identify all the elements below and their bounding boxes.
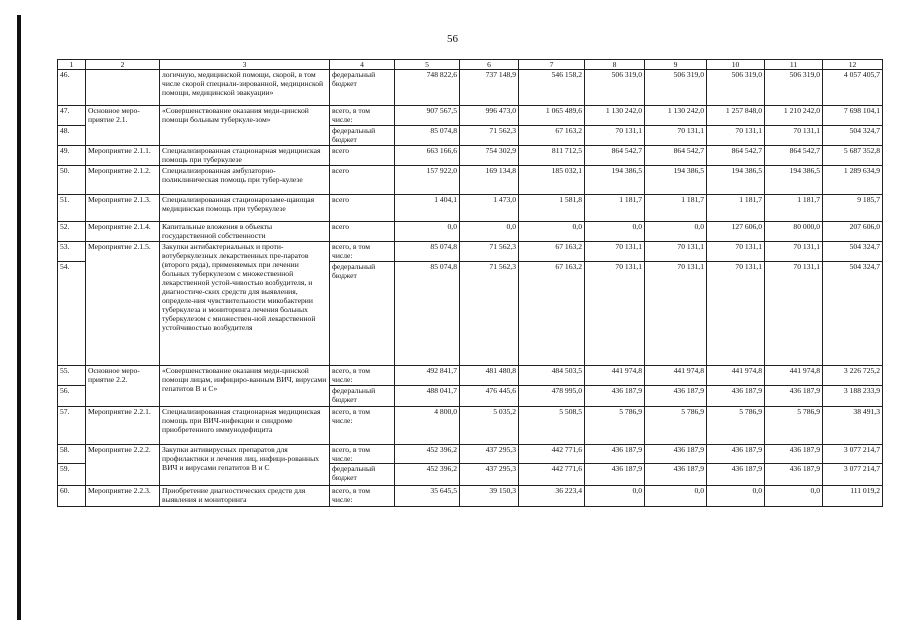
activity-description: Закупки антивирусных препаратов для профилактики и лечения лиц, инфици-рованных ВИЧ и вирусами гепатитов В и С [160, 445, 330, 486]
row-number: 53. [58, 242, 86, 262]
value-cell: 3 077 214,7 [823, 445, 883, 464]
activity-description: Специализированная амбулаторно-поликлиническая помощь при тубер-кулезе [160, 166, 330, 195]
value-cell: 506 319,0 [585, 70, 645, 106]
col-header: 3 [160, 60, 330, 70]
activity-description: логичную, медицинской помощи, скорой, в том числе скорой специали-зированной, медицинской помощи, медицинской эвакуации» [160, 70, 330, 106]
row-number: 48. [58, 126, 86, 146]
col-header: 7 [519, 60, 585, 70]
value-cell: 70 131,1 [765, 126, 823, 146]
value-cell: 71 562,3 [460, 126, 519, 146]
value-cell: 5 508,5 [519, 407, 585, 445]
value-cell: 506 319,0 [707, 70, 765, 106]
value-cell: 437 295,3 [460, 445, 519, 464]
value-cell: 1 473,0 [460, 195, 519, 222]
value-cell: 0,0 [519, 222, 585, 242]
value-cell: 70 131,1 [707, 262, 765, 366]
row-number: 50. [58, 166, 86, 195]
activity-name: Основное меро-приятие 2.2. [86, 366, 160, 407]
value-cell: 0,0 [585, 222, 645, 242]
value-cell: 488 041,7 [395, 386, 460, 407]
funding-source: всего [330, 195, 395, 222]
activity-name: Мероприятие 2.1.5. [86, 242, 160, 366]
funding-source: федеральный бюджет [330, 70, 395, 106]
value-cell: 70 131,1 [645, 262, 707, 366]
value-cell: 71 562,3 [460, 262, 519, 366]
value-cell: 1 257 848,0 [707, 106, 765, 126]
col-header: 1 [58, 60, 86, 70]
page-number: 56 [447, 33, 458, 45]
col-header: 5 [395, 60, 460, 70]
value-cell: 436 187,9 [585, 445, 645, 464]
activity-description: Приобретение диагностических средств для выявления и мониторинга [160, 486, 330, 507]
funding-source: федеральный бюджет [330, 386, 395, 407]
value-cell: 185 032,1 [519, 166, 585, 195]
funding-source: федеральный бюджет [330, 126, 395, 146]
value-cell: 996 473,0 [460, 106, 519, 126]
value-cell: 436 187,9 [707, 445, 765, 464]
table-row [58, 146, 883, 166]
value-cell: 70 131,1 [765, 242, 823, 262]
value-cell: 1 181,7 [707, 195, 765, 222]
value-cell: 907 567,5 [395, 106, 460, 126]
activity-name: Мероприятие 2.2.2. [86, 445, 160, 486]
value-cell: 506 319,0 [765, 70, 823, 106]
value-cell: 442 771,6 [519, 464, 585, 486]
value-cell: 436 187,9 [765, 445, 823, 464]
value-cell: 0,0 [645, 222, 707, 242]
col-header: 2 [86, 60, 160, 70]
value-cell: 1 130 242,0 [585, 106, 645, 126]
value-cell: 70 131,1 [707, 242, 765, 262]
row-number: 55. [58, 366, 86, 386]
value-cell: 1 404,1 [395, 195, 460, 222]
table-row [58, 242, 883, 262]
activity-description: Специализированная стационарозаме-щающая медицинская помощь при туберкулезе [160, 195, 330, 222]
value-cell: 1 289 634,9 [823, 166, 883, 195]
col-header: 11 [765, 60, 823, 70]
col-header: 4 [330, 60, 395, 70]
col-header: 6 [460, 60, 519, 70]
activity-description: Специализированная стационарная медицинская помощь при туберкулезе [160, 146, 330, 166]
value-cell: 864 542,7 [707, 146, 765, 166]
table-row [58, 195, 883, 222]
value-cell: 9 185,7 [823, 195, 883, 222]
value-cell: 436 187,9 [765, 386, 823, 407]
value-cell: 436 187,9 [645, 386, 707, 407]
funding-source: всего [330, 166, 395, 195]
value-cell: 70 131,1 [585, 126, 645, 146]
funding-source: всего [330, 222, 395, 242]
value-cell: 5 786,9 [707, 407, 765, 445]
activity-description: Закупки антибактериальных и проти-вотуберкулезных лекарственных пре-паратов (второго ряда), применяемых при лечении больных туберкулезом с множественной лекарственной устой-чивостью возбудителя, и диагностиче-ских средств для выявления, определе-ния чувствительности микобактерии туберкулеза и мониторинга лечения больных туберкулезом с множествен-ной лекарственной устойчивостью возбудителя [160, 242, 330, 366]
value-cell: 441 974,8 [707, 366, 765, 386]
value-cell: 442 771,6 [519, 445, 585, 464]
col-header: 9 [645, 60, 707, 70]
table-row [58, 222, 883, 242]
table-row [58, 486, 883, 507]
value-cell: 0,0 [645, 486, 707, 507]
value-cell: 492 841,7 [395, 366, 460, 386]
funding-source: всего, в том числе: [330, 445, 395, 464]
value-cell: 169 134,8 [460, 166, 519, 195]
value-cell: 436 187,9 [585, 464, 645, 486]
col-header: 10 [707, 60, 765, 70]
value-cell: 436 187,9 [707, 464, 765, 486]
value-cell: 3 226 725,2 [823, 366, 883, 386]
col-header: 8 [585, 60, 645, 70]
row-number: 46. [58, 70, 86, 106]
activity-name: Мероприятие 2.1.4. [86, 222, 160, 242]
value-cell: 80 000,0 [765, 222, 823, 242]
value-cell: 5 786,9 [585, 407, 645, 445]
value-cell: 70 131,1 [585, 242, 645, 262]
funding-source: федеральный бюджет [330, 262, 395, 366]
value-cell: 1 130 242,0 [645, 106, 707, 126]
value-cell: 478 995,0 [519, 386, 585, 407]
row-number: 56. [58, 386, 86, 407]
row-number: 47. [58, 106, 86, 126]
table-row [58, 166, 883, 195]
value-cell: 194 386,5 [765, 166, 823, 195]
activity-name: Мероприятие 2.1.2. [86, 166, 160, 195]
value-cell: 484 503,5 [519, 366, 585, 386]
value-cell: 70 131,1 [585, 262, 645, 366]
value-cell: 504 324,7 [823, 126, 883, 146]
value-cell: 748 822,6 [395, 70, 460, 106]
value-cell: 441 974,8 [645, 366, 707, 386]
activity-name: Основное меро-приятие 2.1. [86, 106, 160, 146]
funding-source: всего [330, 146, 395, 166]
value-cell: 39 150,3 [460, 486, 519, 507]
funding-source: всего, в том числе: [330, 407, 395, 445]
value-cell: 157 922,0 [395, 166, 460, 195]
value-cell: 504 324,7 [823, 262, 883, 366]
activity-name: Мероприятие 2.1.3. [86, 195, 160, 222]
value-cell: 1 181,7 [765, 195, 823, 222]
value-cell: 437 295,3 [460, 464, 519, 486]
value-cell: 85 074,8 [395, 262, 460, 366]
row-number: 52. [58, 222, 86, 242]
value-cell: 0,0 [460, 222, 519, 242]
value-cell: 0,0 [585, 486, 645, 507]
value-cell: 481 480,8 [460, 366, 519, 386]
value-cell: 441 974,8 [765, 366, 823, 386]
value-cell: 207 606,0 [823, 222, 883, 242]
value-cell: 864 542,7 [645, 146, 707, 166]
value-cell: 4 800,0 [395, 407, 460, 445]
funding-source: всего, в том числе: [330, 366, 395, 386]
value-cell: 1 181,7 [585, 195, 645, 222]
activity-name: Мероприятие 2.2.3. [86, 486, 160, 507]
value-cell: 38 491,3 [823, 407, 883, 445]
budget-table [57, 59, 883, 507]
value-cell: 0,0 [765, 486, 823, 507]
value-cell: 111 019,2 [823, 486, 883, 507]
value-cell: 5 786,9 [765, 407, 823, 445]
value-cell: 85 074,8 [395, 242, 460, 262]
row-number: 57. [58, 407, 86, 445]
value-cell: 5 035,2 [460, 407, 519, 445]
value-cell: 476 445,6 [460, 386, 519, 407]
value-cell: 127 606,0 [707, 222, 765, 242]
value-cell: 811 712,5 [519, 146, 585, 166]
value-cell: 1 065 489,6 [519, 106, 585, 126]
value-cell: 67 163,2 [519, 242, 585, 262]
value-cell: 194 386,5 [585, 166, 645, 195]
value-cell: 504 324,7 [823, 242, 883, 262]
funding-source: всего, в том числе: [330, 242, 395, 262]
row-number: 60. [58, 486, 86, 507]
activity-name: Мероприятие 2.1.1. [86, 146, 160, 166]
table-row [58, 445, 883, 464]
activity-name [86, 70, 160, 106]
value-cell: 737 148,9 [460, 70, 519, 106]
activity-description: «Совершенствование оказания меди-цинской помощи лицам, инфициро-ванным ВИЧ, вирусами гепатитов В и С» [160, 366, 330, 407]
row-number: 58. [58, 445, 86, 464]
value-cell: 70 131,1 [707, 126, 765, 146]
value-cell: 85 074,8 [395, 126, 460, 146]
table-row [58, 407, 883, 445]
value-cell: 436 187,9 [707, 386, 765, 407]
value-cell: 67 163,2 [519, 126, 585, 146]
value-cell: 436 187,9 [645, 464, 707, 486]
value-cell: 5 687 352,8 [823, 146, 883, 166]
value-cell: 663 166,6 [395, 146, 460, 166]
value-cell: 3 077 214,7 [823, 464, 883, 486]
value-cell: 1 210 242,0 [765, 106, 823, 126]
value-cell: 194 386,5 [707, 166, 765, 195]
col-header: 12 [823, 60, 883, 70]
value-cell: 864 542,7 [765, 146, 823, 166]
table-row [58, 70, 883, 106]
value-cell: 436 187,9 [765, 464, 823, 486]
funding-source: федеральный бюджет [330, 464, 395, 486]
row-number: 49. [58, 146, 86, 166]
activity-description: «Совершенствование оказания меди-цинской помощи больным туберкуле-зом» [160, 106, 330, 146]
row-number: 59. [58, 464, 86, 486]
value-cell: 3 188 233,9 [823, 386, 883, 407]
header-row [58, 60, 883, 70]
value-cell: 194 386,5 [645, 166, 707, 195]
table-row [58, 106, 883, 126]
value-cell: 0,0 [707, 486, 765, 507]
value-cell: 70 131,1 [645, 126, 707, 146]
value-cell: 754 302,9 [460, 146, 519, 166]
activity-name: Мероприятие 2.2.1. [86, 407, 160, 445]
value-cell: 4 057 405,7 [823, 70, 883, 106]
table-row [58, 366, 883, 386]
value-cell: 0,0 [395, 222, 460, 242]
value-cell: 441 974,8 [585, 366, 645, 386]
value-cell: 1 581,8 [519, 195, 585, 222]
left-margin-bar [17, 15, 21, 620]
value-cell: 864 542,7 [585, 146, 645, 166]
value-cell: 452 396,2 [395, 464, 460, 486]
activity-description: Специализированная стационарная медицинская помощь при ВИЧ-инфекции и синдроме приобретенного иммунодефицита [160, 407, 330, 445]
value-cell: 7 698 104,1 [823, 106, 883, 126]
value-cell: 436 187,9 [645, 445, 707, 464]
funding-source: всего, в том числе: [330, 486, 395, 507]
activity-description: Капитальные вложения в объекты государственной собственности [160, 222, 330, 242]
value-cell: 506 319,0 [645, 70, 707, 106]
value-cell: 1 181,7 [645, 195, 707, 222]
value-cell: 5 786,9 [645, 407, 707, 445]
value-cell: 70 131,1 [645, 242, 707, 262]
value-cell: 70 131,1 [765, 262, 823, 366]
value-cell: 436 187,9 [585, 386, 645, 407]
value-cell: 71 562,3 [460, 242, 519, 262]
funding-source: всего, в том числе: [330, 106, 395, 126]
value-cell: 35 645,5 [395, 486, 460, 507]
value-cell: 67 163,2 [519, 262, 585, 366]
value-cell: 546 158,2 [519, 70, 585, 106]
value-cell: 36 223,4 [519, 486, 585, 507]
row-number: 54. [58, 262, 86, 366]
value-cell: 452 396,2 [395, 445, 460, 464]
row-number: 51. [58, 195, 86, 222]
